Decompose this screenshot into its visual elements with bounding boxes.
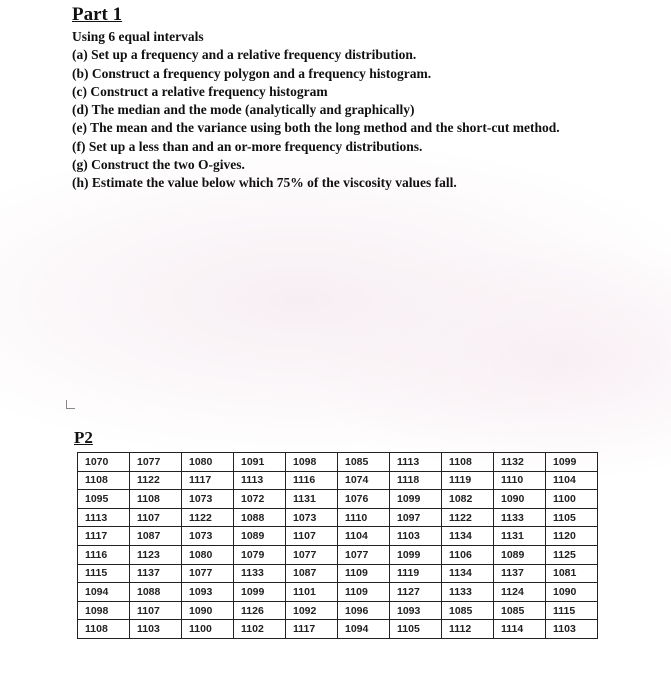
table-cell: 1092 — [286, 601, 338, 620]
table-cell: 1093 — [182, 583, 234, 602]
table-cell: 1109 — [338, 583, 390, 602]
table-cell: 1133 — [442, 583, 494, 602]
table-cell: 1080 — [182, 453, 234, 472]
table-cell: 1088 — [130, 583, 182, 602]
table-cell: 1085 — [442, 601, 494, 620]
instruction-line: (b) Construct a frequency polygon and a frequency histogram. — [72, 65, 432, 81]
table-cell: 1133 — [234, 564, 286, 583]
table-cell: 1098 — [78, 601, 130, 620]
table-cell: 1113 — [78, 508, 130, 527]
table-cell: 1070 — [78, 453, 130, 472]
table-cell: 1109 — [338, 564, 390, 583]
table-cell: 1122 — [130, 471, 182, 490]
table-cell: 1108 — [130, 490, 182, 509]
table-cell: 1108 — [442, 453, 494, 472]
table-cell: 1117 — [286, 620, 338, 639]
table-cell: 1137 — [494, 564, 546, 583]
table-cell: 1123 — [130, 545, 182, 564]
table-cell: 1094 — [338, 620, 390, 639]
table-cell: 1108 — [78, 620, 130, 639]
table-cell: 1113 — [390, 453, 442, 472]
table-cell: 1094 — [78, 583, 130, 602]
instruction-line: (e) The mean and the variance using both the long method and the short-cut method. — [72, 120, 560, 136]
instruction-line: (g) Construct the two O-gives. — [72, 157, 245, 173]
table-cell: 1093 — [390, 601, 442, 620]
table-cell: 1124 — [494, 583, 546, 602]
table-cell: 1077 — [182, 564, 234, 583]
table-cell: 1122 — [182, 508, 234, 527]
table-cell: 1080 — [182, 545, 234, 564]
table-cell: 1095 — [78, 490, 130, 509]
table-cell: 1099 — [546, 453, 598, 472]
table-row — [78, 620, 598, 639]
table-cell: 1110 — [338, 508, 390, 527]
table-row — [78, 601, 598, 620]
table-cell: 1096 — [338, 601, 390, 620]
table-cell: 1099 — [390, 545, 442, 564]
table-cell: 1107 — [130, 508, 182, 527]
table-cell: 1127 — [390, 583, 442, 602]
table-row — [78, 453, 598, 472]
table-cell: 1103 — [546, 620, 598, 639]
table-cell: 1082 — [442, 490, 494, 509]
table-cell: 1104 — [338, 527, 390, 546]
table-cell: 1116 — [78, 545, 130, 564]
table-cell: 1120 — [546, 527, 598, 546]
table-cell: 1122 — [442, 508, 494, 527]
table-cell: 1090 — [546, 583, 598, 602]
table-cell: 1134 — [442, 527, 494, 546]
instruction-list — [72, 28, 560, 193]
table-cell: 1100 — [546, 490, 598, 509]
table-cell: 1090 — [182, 601, 234, 620]
instruction-line: Using 6 equal intervals — [72, 29, 204, 44]
table-cell: 1110 — [494, 471, 546, 490]
table-cell: 1081 — [546, 564, 598, 583]
table-cell: 1100 — [182, 620, 234, 639]
table-row — [78, 564, 598, 583]
table-cell: 1097 — [390, 508, 442, 527]
table-cell: 1073 — [182, 527, 234, 546]
table-cell: 1105 — [546, 508, 598, 527]
table-cell: 1091 — [234, 453, 286, 472]
table-cell: 1117 — [78, 527, 130, 546]
table-row — [78, 545, 598, 564]
table-cell: 1112 — [442, 620, 494, 639]
table-cell: 1099 — [390, 490, 442, 509]
table-cell: 1115 — [546, 601, 598, 620]
table-cell: 1090 — [494, 490, 546, 509]
table-cell: 1106 — [442, 545, 494, 564]
table-cell: 1089 — [234, 527, 286, 546]
table-row — [78, 527, 598, 546]
corner-mark — [66, 400, 75, 409]
table-cell: 1125 — [546, 545, 598, 564]
instruction-line: (h) Estimate the value below which 75% of the viscosity values fall. — [72, 175, 457, 191]
instruction-line: (f) Set up a less than and an or-more frequency distributions. — [72, 138, 423, 154]
table-cell: 1087 — [286, 564, 338, 583]
instruction-line: (a) Set up a frequency and a relative frequency distribution. — [72, 47, 417, 63]
table-cell: 1116 — [286, 471, 338, 490]
table-cell: 1077 — [338, 545, 390, 564]
table-cell: 1131 — [494, 527, 546, 546]
table-cell: 1133 — [494, 508, 546, 527]
table-row — [78, 508, 598, 527]
table-cell: 1119 — [442, 471, 494, 490]
table-cell: 1076 — [338, 490, 390, 509]
table-cell: 1102 — [234, 620, 286, 639]
table-cell: 1131 — [286, 490, 338, 509]
table-cell: 1137 — [130, 564, 182, 583]
table-cell: 1073 — [286, 508, 338, 527]
table-cell: 1114 — [494, 620, 546, 639]
instruction-line: (c) Construct a relative frequency histogram — [72, 83, 328, 99]
table-cell: 1098 — [286, 453, 338, 472]
table-cell: 1103 — [130, 620, 182, 639]
part1-title: Part 1 — [72, 4, 123, 25]
table-cell: 1089 — [494, 545, 546, 564]
table-cell: 1132 — [494, 453, 546, 472]
table-cell: 1117 — [182, 471, 234, 490]
table-cell: 1108 — [78, 471, 130, 490]
table-cell: 1115 — [78, 564, 130, 583]
table-cell: 1085 — [494, 601, 546, 620]
table-cell: 1077 — [286, 545, 338, 564]
table-cell: 1079 — [234, 545, 286, 564]
table-row — [78, 583, 598, 602]
table-cell: 1104 — [546, 471, 598, 490]
table-cell: 1099 — [234, 583, 286, 602]
table-cell: 1074 — [338, 471, 390, 490]
table-cell: 1088 — [234, 508, 286, 527]
instruction-line: (d) The median and the mode (analytically and graphically) — [72, 102, 415, 118]
table-cell: 1072 — [234, 490, 286, 509]
table-cell: 1126 — [234, 601, 286, 620]
table-cell: 1107 — [286, 527, 338, 546]
table-cell: 1087 — [130, 527, 182, 546]
table-row — [78, 490, 598, 509]
table-cell: 1113 — [234, 471, 286, 490]
p2-title: P2 — [74, 428, 93, 447]
table-cell: 1085 — [338, 453, 390, 472]
table-cell: 1073 — [182, 490, 234, 509]
table-cell: 1107 — [130, 601, 182, 620]
table-cell: 1105 — [390, 620, 442, 639]
viscosity-data-table — [77, 452, 598, 639]
table-cell: 1134 — [442, 564, 494, 583]
table-row — [78, 471, 598, 490]
table-cell: 1119 — [390, 564, 442, 583]
table-cell: 1077 — [130, 453, 182, 472]
table-cell: 1118 — [390, 471, 442, 490]
table-cell: 1101 — [286, 583, 338, 602]
table-cell: 1103 — [390, 527, 442, 546]
